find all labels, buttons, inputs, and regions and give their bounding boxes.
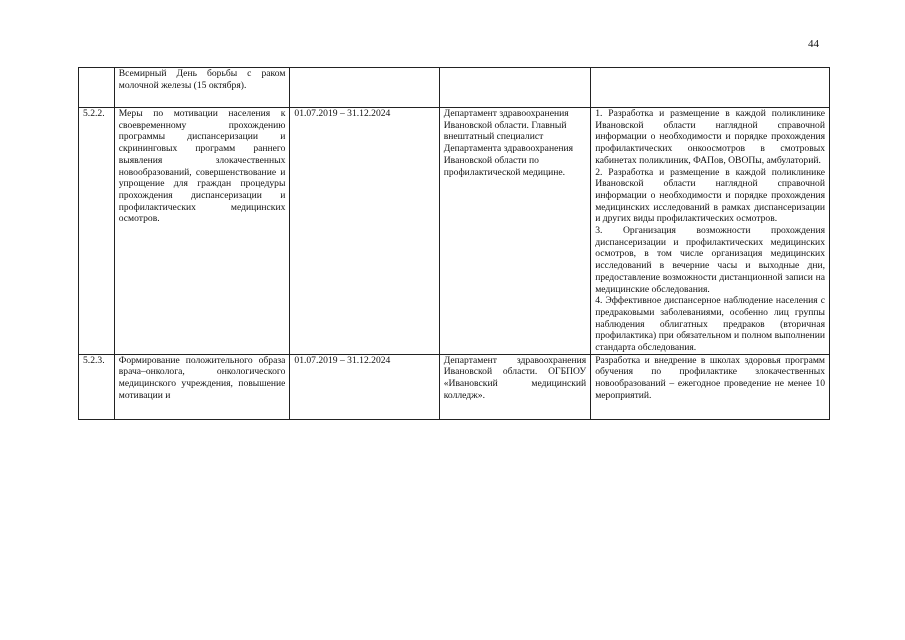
executor-cell: Департамент здравоохранения Ивановской области. Главный внештатный специалист Департамента здравоохранения Ивановской области по профилактической медицине. (439, 108, 590, 355)
measure-cell (114, 354, 290, 419)
row-number: 5.2.3. (79, 354, 115, 419)
result-item: Разработка и внедрение в школах здоровья программ обучения по профилактике злокачественных новообразований – ежегодное проведение не менее 10 мероприятий. (595, 354, 825, 401)
period-cell (290, 68, 439, 108)
measure-text: Формирование положительного образа врача–онколога, онкологического медицинского учреждения, повышение мотивации и (118, 354, 286, 401)
page-number: 44 (808, 38, 819, 50)
executor-cell (439, 68, 590, 108)
row-number (79, 68, 115, 108)
result-cell (591, 68, 830, 108)
measure-cell: Меры по мотивации населения к своевременному прохождению программы диспансеризации и скрининговых программ раннего выявления злокачественных новообразований, совершенствование и упрощение для граждан процедуры прохождения диспансеризации и профилактических медицинских осмотров. (114, 108, 290, 355)
plan-table (78, 67, 830, 420)
result-item: 1. Разработка и размещение в каждой поликлинике Ивановской области наглядной справочной информации о необходимости и порядке прохождения профилактических онкоосмотров в смотровых кабинетах поликлиник, ФАПов, ОВОПы, амбулаторий. (595, 108, 825, 166)
measure-cell: Всемирный День борьбы с раком молочной железы (15 октября). (114, 68, 290, 108)
result-cell (591, 108, 830, 355)
result-cell (591, 354, 830, 419)
result-item: 2. Разработка и размещение в каждой поликлинике Ивановской области наглядной справочной информации о необходимости и порядке прохождения медицинских исследований в рамках диспансеризации и других виды профилактических осмотров. (595, 166, 825, 225)
table-row (79, 354, 830, 419)
executor-cell: Департамент здравоохранения Ивановской области. ОГБПОУ «Ивановский медицинский колледж». (439, 354, 590, 419)
period-cell: 01.07.2019 – 31.12.2024 (290, 354, 439, 419)
row-number: 5.2.2. (79, 108, 115, 355)
period-cell: 01.07.2019 – 31.12.2024 (290, 108, 439, 355)
table-row (79, 108, 830, 355)
result-item: 4. Эффективное диспансерное наблюдение населения с предраковыми заболеваниями, особенно лиц группы наблюдения облигатных предраков (вторичная профилактика) при обязательном и полном выполнении стандарта обследования. (595, 295, 825, 354)
table-row (79, 68, 830, 108)
result-item: 3. Организация возможности прохождения диспансеризации и профилактических медицинских осмотров, в том числе организация медицинских исследований в вечерние часы и выходные дни, предоставление возможности дистанционной записи на медицинские обследования. (595, 225, 825, 295)
